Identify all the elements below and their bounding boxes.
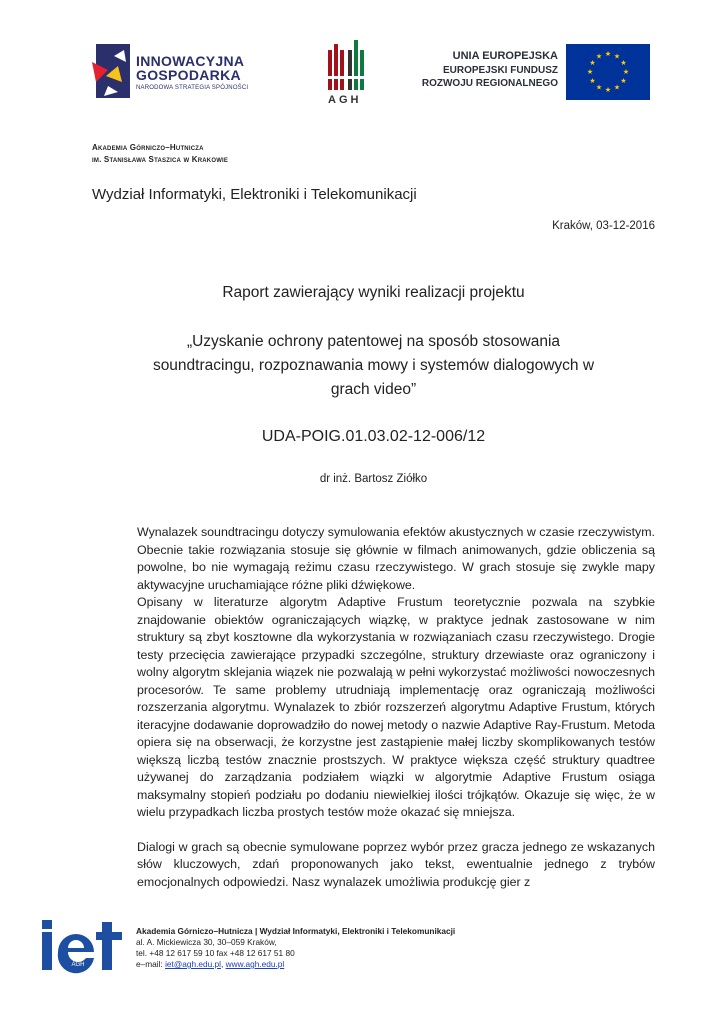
svg-text:★: ★ (589, 77, 596, 85)
ig-emblem-icon (88, 42, 134, 100)
eu-line-1: UNIA EUROPEJSKA (452, 50, 558, 62)
eu-logo (410, 44, 650, 100)
paragraph-dialogues: Dialogi w grach są obecnie symulowane poprzez wybór przez gracza jednego ze wskazanych słów kluczowych, zdań proponowanych jako tekst, ewentualnie jednego z trybów emocjonalnych odpowiedzi. Nasz wynalazek umożliwia produkcję gier z (137, 839, 655, 889)
svg-text:★: ★ (622, 68, 630, 76)
eu-line-3: ROZWOJU REGIONALNEGO (421, 78, 558, 89)
paragraph-soundtracing: Wynalazek soundtracingu dotyczy symulowania efektów akustycznych w czasie rzeczywistym. Obecnie takie rozwiązania stosuje się głównie w filmach animowanych, gdzie obliczenia są powolne, bo nie wymagają reżimu czasu rzeczywistego. W grach stosuje się zwykle mapy aktywacyjne uruchamiające różne pliki dźwiękowe. (137, 525, 655, 592)
project-title-line-3: grach video” (330, 381, 417, 398)
eu-flag-icon (566, 44, 650, 100)
report-title: Raport zawierający wyniki realizacji projektu (222, 284, 525, 301)
project-title-line-2: soundtracingu, rozpoznawania mowy i systemów dialogowych w (152, 357, 595, 374)
svg-text:★: ★ (613, 52, 621, 61)
footer-phone: tel. +48 12 617 59 10 fax +48 12 617 51 80 (136, 948, 295, 958)
paragraph-adaptive-frustum: Opisany w literaturze algorytm Adaptive Frustum teoretycznie pozwala na szybkie znajdowanie obiektów ograniczających wiązkę, w praktyce jednak zastosowane w nim struktury są zbyt kosztowne dla wykorzystania w rozwiązaniach czasu rzeczywistego. Drogie testy przecięcia zawierające przypadki szczególne, struktury drzewiaste oraz ograniczony i wolny algorytm sklejania wiązek nie pozwalają w pełni wykorzystać możliwości nowoczesnych procesorów. Te same problemy utrudniają implementację oraz ograniczają możliwości rozszerzania algorytmu. Wynalazek to zbiór rozszerzeń algorytmu Adaptive Frustum, których iteracyjne dodawanie doprowadziło do nowej metody o nazwie Adaptive Ray-Frustum. Metoda opiera się na obserwacji, że korzystne jest zastąpienie małej liczby skomplikowanych testów większą liczbą testów znacznie prostszych. W praktyce większa część struktury quadtree używanej do zarządzania podziałem wiązki w algorytmie Adaptive Frustum osiąga maksymalny stopień podziału po dodaniu niewielkiej ilości trójkątów. Okazuje się więc, że w wielu przypadkach liczba prostych testów może okazać się mniejsza. (137, 595, 655, 819)
svg-text:★: ★ (595, 83, 603, 92)
iet-emblem-icon (22, 916, 134, 976)
project-title (92, 330, 655, 402)
svg-text:★: ★ (613, 83, 621, 92)
agh-emblem-icon (322, 38, 370, 94)
university-name: Akademia Górniczo–Hutnicza (92, 143, 204, 152)
footer-email-prefix: e–mail: (136, 959, 166, 969)
website-link[interactable]: www.agh.edu.pl (225, 959, 285, 969)
svg-text:★: ★ (620, 59, 627, 67)
agh-text: AGH (328, 94, 362, 106)
author-name: dr inż. Bartosz Ziółko (319, 473, 428, 485)
iet-small-text: AGH (71, 962, 85, 968)
svg-text:★: ★ (589, 59, 596, 67)
footer-institution: Akademia Górniczo–Hutnicza | Wydział Informatyki, Elektroniki i Telekomunikacji (136, 926, 456, 936)
svg-text:★: ★ (620, 77, 627, 85)
footer-contact (136, 959, 455, 970)
body-text (137, 524, 655, 891)
document-date: Kraków, 03-12-2016 (552, 220, 655, 232)
project-title-line-1: „Uzyskanie ochrony patentowej na sposób stosowania (186, 333, 561, 350)
svg-text:★: ★ (604, 86, 612, 94)
ig-subtitle: NARODOWA STRATEGIA SPÓJNOŚCI (136, 85, 249, 91)
footer (136, 926, 455, 970)
agh-logo (322, 38, 370, 108)
footer-address: al. A. Mickiewicza 30, 30–059 Kraków, (136, 937, 277, 947)
svg-text:★: ★ (604, 50, 612, 58)
eu-line-2: EUROPEJSKI FUNDUSZ (442, 65, 558, 76)
svg-text:★: ★ (586, 68, 594, 76)
email-link[interactable]: iet@agh.edu.pl (165, 959, 222, 969)
university-patron: im. Stanisława Staszica w Krakowie (92, 155, 229, 164)
faculty-name: Wydział Informatyki, Elektroniki i Telekomunikacji (92, 186, 417, 203)
svg-text:★: ★ (595, 52, 603, 61)
innowacyjna-gospodarka-logo (88, 42, 278, 102)
footer-separator: , (221, 959, 226, 969)
project-code: UDA-POIG.01.03.02-12-006/12 (261, 428, 486, 445)
iet-logo (22, 916, 134, 976)
ig-title: INNOWACYJNA GOSPODARKA (136, 53, 245, 83)
